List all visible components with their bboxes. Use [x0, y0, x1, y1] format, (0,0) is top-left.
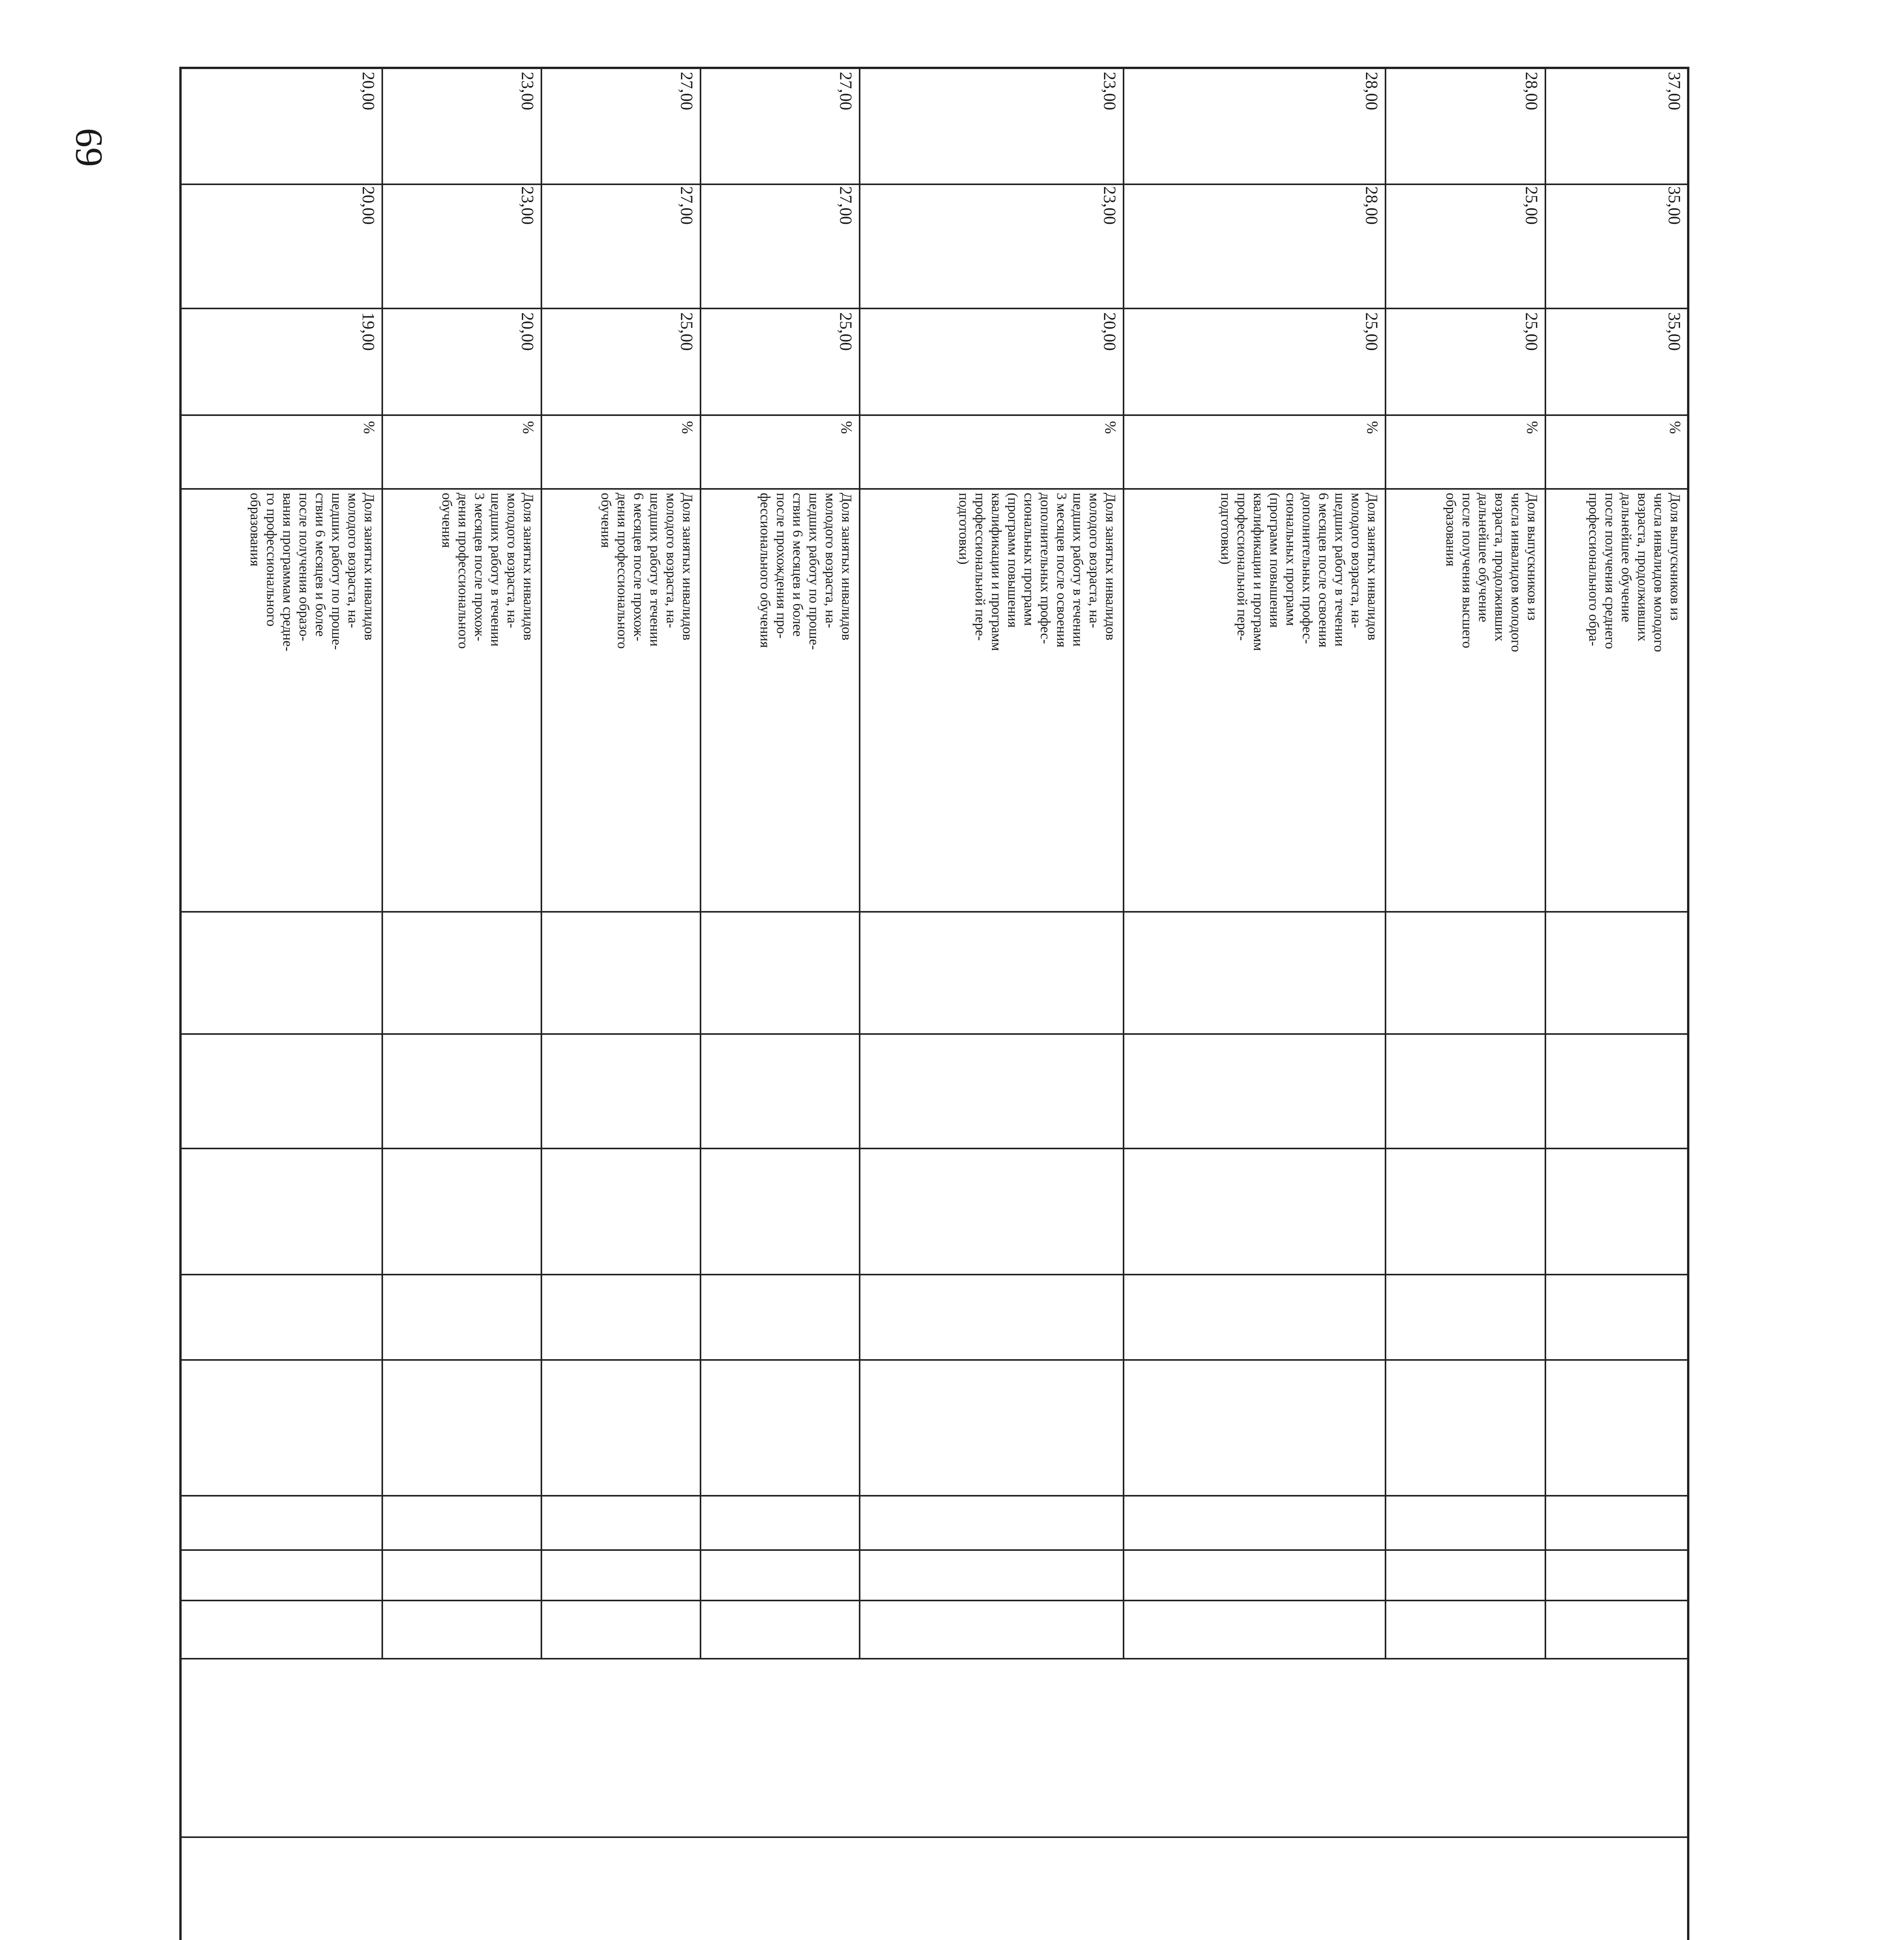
unit-cell: %: [520, 421, 537, 434]
value-cell-3: 23,00: [518, 72, 537, 110]
value-cell-2: 27,00: [836, 186, 855, 225]
indicator-cell: Доля занятых инвалидов молодого возраста, на- шедших работу в течении 6 месяцев после прохож- дения профессионального обучения: [598, 493, 695, 649]
value-cell-1: 25,00: [1522, 312, 1541, 351]
indicator-cell: Доля занятых инвалидов молодого возраста, на- шедших работу в течении 6 месяцев после освоения дополнительных профес- сиональных программ (программ повышения квалификации и программ профессиональной пере- подготовки): [1218, 493, 1380, 651]
value-cell-1: 25,00: [1362, 312, 1381, 351]
value-cell-2: 23,00: [518, 186, 537, 225]
value-cell-1: 25,00: [677, 312, 696, 351]
unit-cell: %: [679, 421, 696, 434]
indicator-cell: Доля занятых инвалидов молодого возраста, на- шедших работу по проше- ствии 6 месяцев и более после прохождения про- фессионального обучения: [758, 493, 855, 650]
unit-cell: %: [1524, 421, 1541, 434]
value-cell-3: 27,00: [836, 72, 855, 110]
value-cell-1: 25,00: [836, 312, 855, 351]
indicator-cell: Доля занятых инвалидов молодого возраста, на- шедших работу в течении 3 месяцев после прохож- дения профессионального обучения: [439, 493, 536, 649]
page-number: 69: [68, 128, 111, 167]
indicator-cell: Доля выпускников из числа инвалидов молодого возраста, продолживших дальнейшее обучение после получения среднего профессионального обра-: [1586, 493, 1683, 652]
value-cell-3: 37,00: [1665, 72, 1684, 110]
value-cell-1: 35,00: [1665, 312, 1684, 351]
value-cell-3: 23,00: [1100, 72, 1119, 110]
value-cell-1: 19,00: [359, 312, 378, 351]
unit-cell: %: [1666, 421, 1684, 434]
value-cell-3: 28,00: [1362, 72, 1381, 110]
unit-cell: %: [838, 421, 855, 434]
value-cell-2: 27,00: [677, 186, 696, 225]
unit-cell: %: [361, 421, 378, 434]
value-cell-1: 20,00: [518, 312, 537, 351]
value-cell-1: 20,00: [1100, 312, 1119, 351]
value-cell-3: 27,00: [677, 72, 696, 110]
value-cell-2: 35,00: [1665, 186, 1684, 225]
value-cell-2: 20,00: [359, 186, 378, 225]
indicator-cell: Доля занятых инвалидов молодого возраста, на- шедших работу в течении 3 месяцев после освоения дополнительных профес- сиональных программ (программ повышения квалификации и программ профессиональной пере- подготовки): [956, 493, 1118, 651]
value-cell-3: 28,00: [1522, 72, 1541, 110]
unit-cell: %: [1102, 421, 1119, 434]
unit-cell: %: [1364, 421, 1381, 434]
value-cell-3: 20,00: [359, 72, 378, 110]
value-cell-2: 28,00: [1362, 186, 1381, 225]
value-cell-2: 23,00: [1100, 186, 1119, 225]
indicator-cell: Доля выпускников из числа инвалидов молодого возраста, продолживших дальнейшее обучение после получения высшего образования: [1443, 493, 1540, 652]
value-cell-2: 25,00: [1522, 186, 1541, 225]
indicator-cell: Доля занятых инвалидов молодого возраста, на- шедших работу по проше- ствии 6 месяцев и более после получения образо- вания программам средне- го профессионального образования: [248, 493, 377, 651]
